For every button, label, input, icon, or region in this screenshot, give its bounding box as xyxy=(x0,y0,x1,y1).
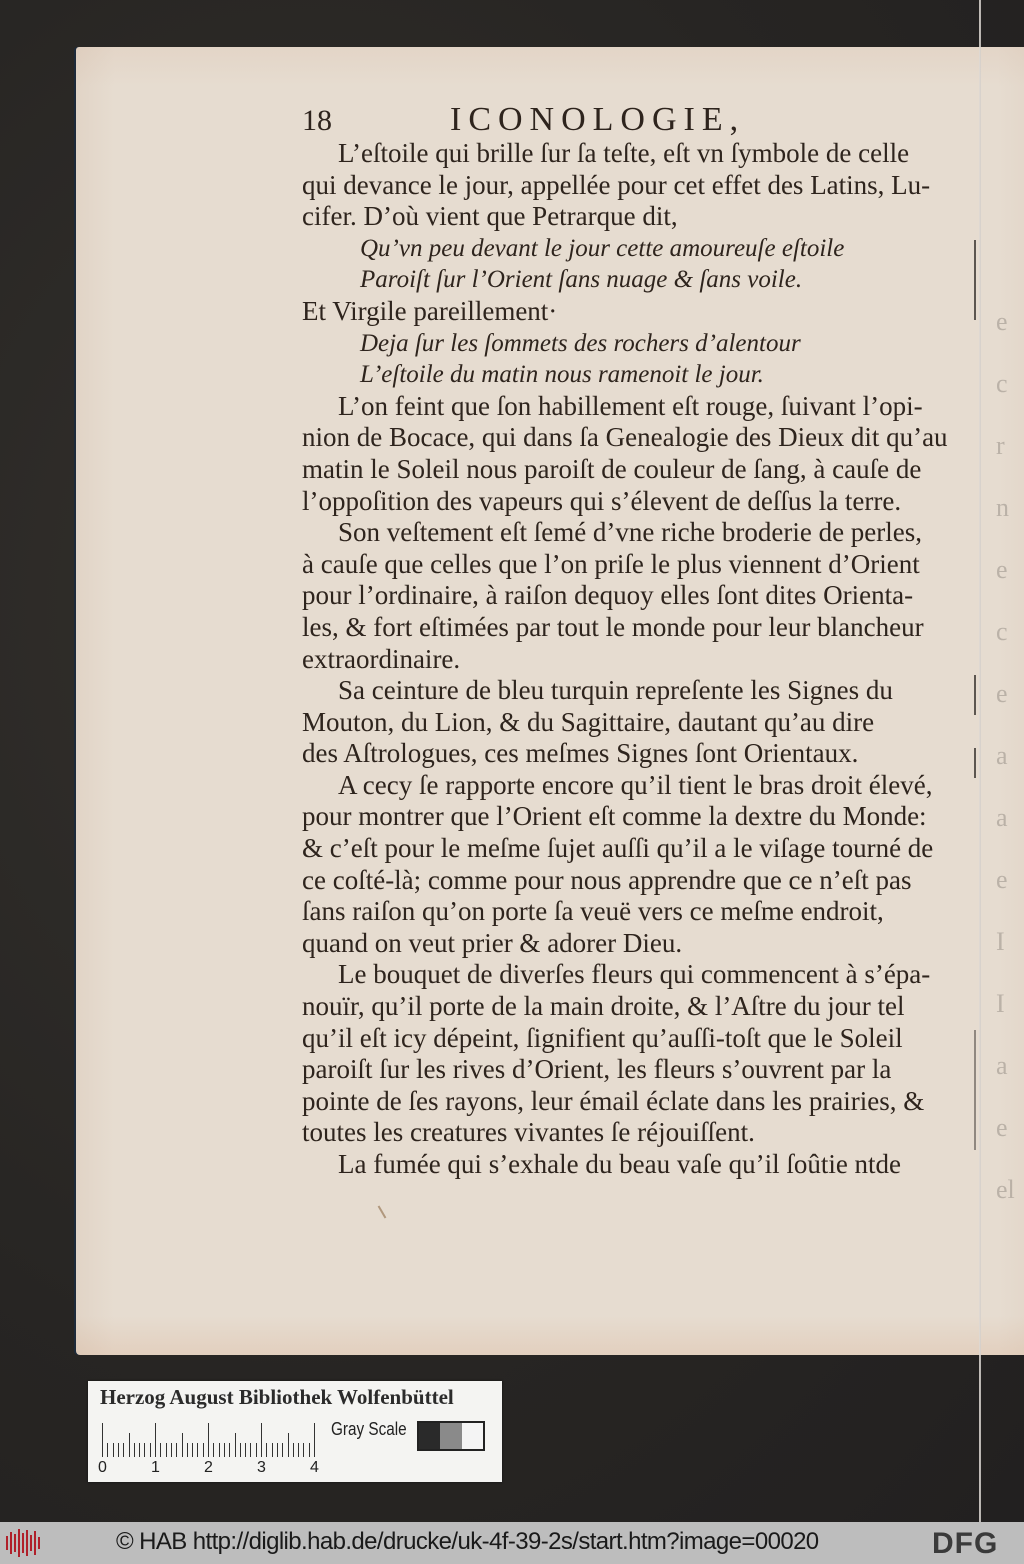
text-line: toutes les creatures vivantes ſe réjouiſſent. xyxy=(302,1117,755,1148)
text-line: des Aſtrologues, ces meſmes Signes ſont Orientaux. xyxy=(302,738,859,769)
bleed-glyph: c xyxy=(996,369,1008,398)
text-line: matin le Soleil nous paroiſt de couleur de ſang, à cauſe de xyxy=(302,453,922,484)
verse-line: Qu’vn peu devant le jour cette amoureuſe eſtoile xyxy=(360,234,845,262)
running-header xyxy=(302,101,962,138)
text-line: l’oppoſition des vapeurs qui s’élevent de deſſus la terre. xyxy=(302,485,902,516)
text-line: pointe de ſes rayons, leur émail éclate dans les prairies, & xyxy=(302,1085,925,1116)
text-line: qu’il eſt icy dépeint, ſignifient qu’auſſi-toſt que le Soleil xyxy=(302,1022,903,1053)
body-lines xyxy=(302,138,962,1181)
ruler-tick xyxy=(250,1443,251,1457)
color-scale-card xyxy=(88,1381,502,1482)
ruler-tick xyxy=(123,1443,124,1457)
footer-bar xyxy=(0,1522,1024,1564)
hab-logo-icon xyxy=(6,1528,44,1558)
text-line: nion de Bocace, qui dans ſa Genealogie des Dieux dit qu’au xyxy=(302,422,948,453)
ruler-tick xyxy=(314,1423,315,1457)
bleed-glyph: e xyxy=(996,1113,1008,1142)
ruler-tick xyxy=(192,1443,193,1457)
ruler-tick xyxy=(293,1443,294,1457)
running-title: ICONOLOGIE, xyxy=(450,101,746,138)
bleed-glyph: e xyxy=(996,307,1008,336)
ruler-tick xyxy=(113,1443,114,1457)
gray-swatch xyxy=(440,1423,461,1449)
page-text xyxy=(302,101,962,1181)
ruler-tick xyxy=(144,1443,145,1457)
dfg-logo: DFG xyxy=(932,1527,999,1560)
ruler-label: 4 xyxy=(310,1459,319,1476)
text-line: les, & fort eſtimées par tout le monde pour leur blancheur xyxy=(302,611,924,642)
ruler-tick xyxy=(266,1443,267,1457)
text-line: Le bouquet de diverſes fleurs qui commencent à s’épa- xyxy=(338,959,931,990)
text-line: extraordinaire. xyxy=(302,643,461,674)
verse-line: L’eſtoile du matin nous ramenoit le jour. xyxy=(360,361,764,389)
gray-swatch xyxy=(419,1423,440,1449)
margin-mark xyxy=(974,675,976,715)
margin-mark xyxy=(974,748,976,778)
ruler-tick xyxy=(107,1443,108,1457)
text-line: Et Virgile pareillement· xyxy=(302,295,558,326)
ruler-tick xyxy=(272,1443,273,1457)
verse-line: Paroiſt ſur l’Orient ſans nuage & ſans voile. xyxy=(360,266,803,294)
ruler-tick xyxy=(229,1443,230,1457)
text-line: Mouton, du Lion, & du Sagittaire, dautant qu’au dire xyxy=(302,706,875,737)
text-line: pour l’ordinaire, à raiſon dequoy elles ſont dites Orienta- xyxy=(302,580,914,611)
ruler-tick xyxy=(261,1423,262,1457)
ruler-tick xyxy=(224,1443,225,1457)
text-line: ce coſté-là; comme pour nous apprendre que ce n’eſt pas xyxy=(302,864,912,895)
margin-mark xyxy=(974,1030,976,1150)
ruler-tick xyxy=(182,1433,183,1457)
ruler-label: 0 xyxy=(98,1459,107,1476)
margin-mark xyxy=(974,240,976,320)
text-line: A cecy ſe rapporte encore qu’il tient le bras droit élevé, xyxy=(338,769,933,800)
ruler-tick xyxy=(277,1443,278,1457)
ruler-tick xyxy=(219,1443,220,1457)
ruler-label: 3 xyxy=(257,1459,266,1476)
text-line: L’on feint que ſon habillement eſt rouge, ſuivant l’opi- xyxy=(338,390,923,421)
ruler-tick xyxy=(139,1443,140,1457)
bleed-glyph: a xyxy=(996,1051,1008,1080)
bleed-glyph: el xyxy=(996,1175,1015,1204)
ruler-tick xyxy=(150,1443,151,1457)
copyright-link[interactable]: © HAB http://diglib.hab.de/drucke/uk-4f-39-2s/start.htm?image=00020 xyxy=(116,1528,819,1555)
gray-swatch xyxy=(462,1423,483,1449)
page-number: 18 xyxy=(302,104,332,137)
text-line: paroiſt ſur les rives d’Orient, les fleurs s’ouvrent par la xyxy=(302,1054,892,1085)
ruler-tick xyxy=(282,1443,283,1457)
text-line: à cauſe que celles que l’on priſe le plus viennent d’Orient xyxy=(302,548,920,579)
ruler-tick xyxy=(309,1443,310,1457)
ruler-tick xyxy=(176,1443,177,1457)
text-line: qui devance le jour, appellée pour cet effet des Latins, Lu- xyxy=(302,169,931,200)
ruler-tick xyxy=(288,1433,289,1457)
ruler-tick xyxy=(166,1443,167,1457)
ruler-tick xyxy=(240,1443,241,1457)
text-line: L’eſtoile qui brille ſur ſa teſte, eſt vn ſymbole de celle xyxy=(338,138,910,168)
text-line: La fumée qui s’exhale du beau vaſe qu’il ſoûtie ntde xyxy=(338,1149,902,1179)
gray-scale-swatches xyxy=(417,1421,485,1451)
ruler-tick xyxy=(160,1443,161,1457)
ruler-tick xyxy=(235,1433,236,1457)
text-line: & c’eſt pour le meſme ſujet auſſi qu’il a le viſage tourné de xyxy=(302,833,934,864)
text-line: Son veſtement eſt ſemé d’vne riche broderie de perles, xyxy=(338,517,923,548)
gray-scale-label: Gray Scale xyxy=(331,1419,407,1439)
text-line: cifer. D’où vient que Petrarque dit, xyxy=(302,201,678,232)
text-line: ſans raiſon qu’on porte ſa veuë vers ce meſme endroit, xyxy=(302,896,884,927)
bleed-glyph: a xyxy=(996,741,1008,770)
bleed-glyph: n xyxy=(996,493,1009,522)
ruler-tick xyxy=(203,1443,204,1457)
bleed-through-text xyxy=(996,300,1024,1250)
ruler-tick xyxy=(171,1443,172,1457)
ruler-tick xyxy=(197,1443,198,1457)
bleed-glyph: r xyxy=(996,431,1005,460)
ruler-tick xyxy=(245,1443,246,1457)
verse-line: Deja ſur les ſommets des rochers d’alentour xyxy=(360,329,801,357)
text-line: Sa ceinture de bleu turquin repreſente les Signes du xyxy=(338,675,893,706)
bleed-glyph: c xyxy=(996,617,1008,646)
ruler-tick xyxy=(256,1443,257,1457)
ruler-label: 2 xyxy=(204,1459,213,1476)
ruler-tick xyxy=(208,1423,209,1457)
text-line: nouïr, qu’il porte de la main droite, & l’Aſtre du jour tel xyxy=(302,991,905,1022)
bleed-glyph: a xyxy=(996,803,1008,832)
ruler xyxy=(102,1423,327,1457)
ruler-tick xyxy=(155,1423,156,1457)
ruler-tick xyxy=(118,1443,119,1457)
ruler-tick xyxy=(134,1443,135,1457)
bleed-glyph: I xyxy=(996,927,1005,956)
text-line: pour montrer que l’Orient eſt comme la dextre du Monde: xyxy=(302,801,927,832)
ruler-tick xyxy=(303,1443,304,1457)
ruler-label: 1 xyxy=(151,1459,160,1476)
bleed-glyph: e xyxy=(996,865,1008,894)
ruler-tick xyxy=(102,1423,103,1457)
text-line: quand on veut prier & adorer Dieu. xyxy=(302,927,683,958)
bleed-glyph: e xyxy=(996,679,1008,708)
ruler-tick xyxy=(187,1443,188,1457)
ruler-tick xyxy=(129,1433,130,1457)
ruler-tick xyxy=(298,1443,299,1457)
ruler-tick xyxy=(213,1443,214,1457)
bleed-glyph: e xyxy=(996,555,1008,584)
glass-plate-edge xyxy=(979,0,981,1522)
bleed-glyph: I xyxy=(996,989,1005,1018)
library-name: Herzog August Bibliothek Wolfenbüttel xyxy=(100,1385,454,1409)
